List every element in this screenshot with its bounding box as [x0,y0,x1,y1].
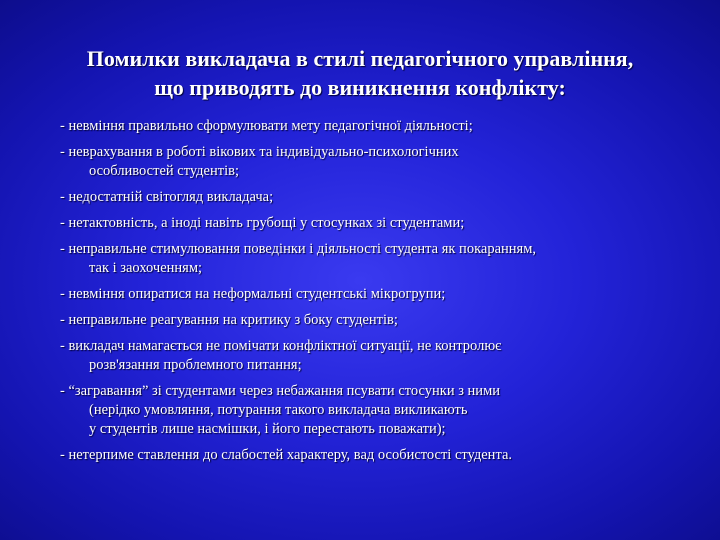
bullet-line: - неврахування в роботі вікових та індивідуально-психологічних [60,144,459,160]
bullet-item [60,143,700,181]
bullet-line: - недостатній світогляд викладача; [60,189,274,205]
slide-title-line: що приводять до виникнення конфлікту: [154,75,566,100]
bullet-item [60,337,700,375]
bullet-line: - “загравання” зі студентами через небажання псувати стосунки з ними [60,383,501,399]
bullet-line: - неправильне стимулювання поведінки і діяльності студента як покаранням, [60,241,537,257]
bullet-line: так і заохоченням; [89,260,203,276]
bullet-line: розв'язання проблемного питання; [89,357,302,373]
bullet-item [60,446,700,465]
bullet-item [60,188,700,207]
bullet-list [60,117,700,472]
bullet-item [60,382,700,439]
bullet-line: - нетактовність, а іноді навіть грубощі у стосунках зі студентами; [60,215,465,231]
bullet-line: - невміння опиратися на неформальні студентські мікрогрупи; [60,286,446,302]
bullet-line: - викладач намагається не помічати конфліктної ситуації, не контролює [60,338,502,354]
slide-title-line: Помилки викладача в стилі педагогічного управління, [86,46,634,71]
bullet-line: особливостей студентів; [89,163,239,179]
slide-title [30,44,690,102]
bullet-line: (нерідко умовляння, потурання такого викладача викликають [89,402,468,418]
bullet-item [60,240,700,278]
bullet-line: - нетерпиме ставлення до слабостей характеру, вад особистості студента. [60,447,513,463]
bullet-item [60,117,700,136]
bullet-item [60,285,700,304]
bullet-item [60,214,700,233]
bullet-item [60,311,700,330]
bullet-line: у студентів лише насмішки, і його перестають поважати); [89,421,446,437]
bullet-line: - невміння правильно сформулювати мету педагогічної діяльності; [60,118,473,134]
bullet-line: - неправильне реагування на критику з боку студентів; [60,312,398,328]
